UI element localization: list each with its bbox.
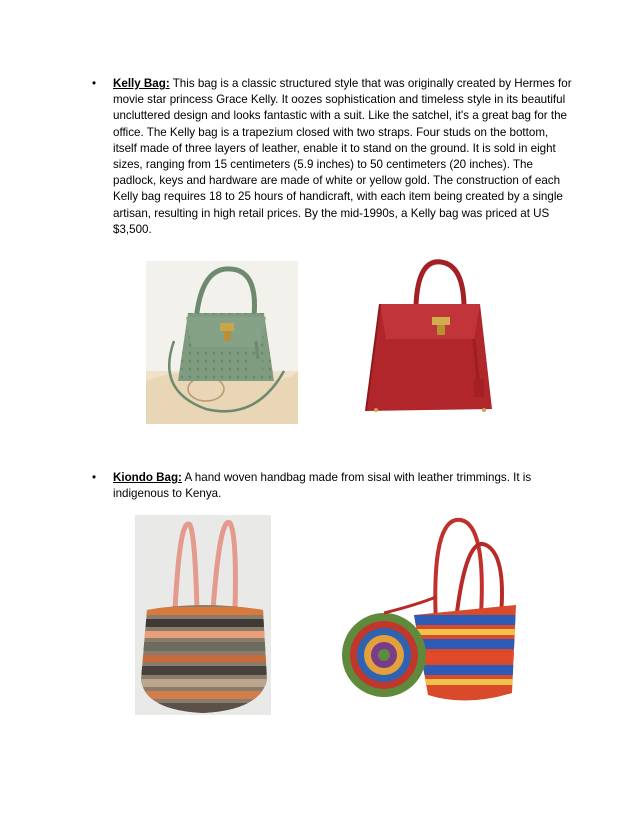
description: A hand woven handbag made from sisal with leather trimmings. It is indigenous to Kenya. [113, 471, 532, 501]
description: This bag is a classic structured style that was originally created by Hermes for movie star princess Grace Kelly. It oozes sophistication and timeless style in its beautiful uncluttered design and looks fantastic with a suit. Like the satchel, it's a great bag for the office. The Kelly bag is a trapezium closed with two straps. Four studs on the bottom, itself made of three layers of leather, enable it to stand on the ground. It is sold in eight sizes, ranging from 15 centimeters (5.9 inches) to 50 centimeters (20 inches). The padlock, keys and hardware are made of white or yellow gold. The construction of each Kelly bag requires 18 to 25 hours of handicraft, with each item being created by a single artisan, resulting in high retail prices. By the mid-1990s, a Kelly bag was priced at US $3,500. [113, 77, 572, 236]
kelly-bag-entry [92, 76, 572, 238]
bullet: • [92, 77, 97, 90]
kiondo-bag-striped-photo [135, 515, 271, 715]
kiondo-bags-pair-photo [336, 515, 524, 707]
kelly-bag-green-photo [146, 261, 298, 424]
kelly-bag-red-photo [356, 259, 500, 422]
entry-text [113, 470, 572, 502]
term-label: Kiondo Bag: [113, 471, 182, 484]
entry-text [113, 76, 572, 238]
bullet: • [92, 471, 97, 484]
term-label: Kelly Bag: [113, 77, 170, 90]
kiondo-bag-entry [92, 470, 572, 502]
